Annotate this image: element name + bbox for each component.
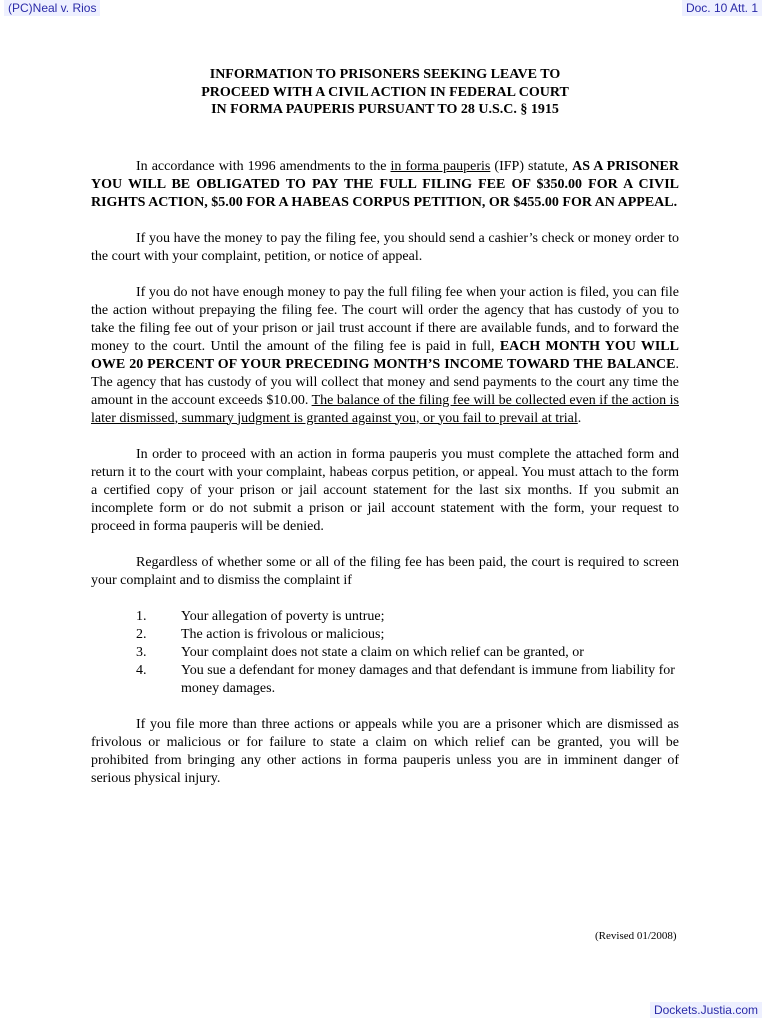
title-line-2: PROCEED WITH A CIVIL ACTION IN FEDERAL COURT xyxy=(201,84,569,100)
dockets-justia-link[interactable]: Dockets.Justia.com xyxy=(650,1002,762,1018)
paragraph-installments xyxy=(91,284,679,428)
list-item xyxy=(91,608,679,626)
revision-date: (Revised 01/2008) xyxy=(595,930,677,942)
document-number-link[interactable]: Doc. 10 Att. 1 xyxy=(682,0,762,16)
list-number: 1. xyxy=(136,608,147,624)
paragraph-ifp-amendments xyxy=(91,158,679,212)
list-number: 4. xyxy=(136,662,147,678)
para3-monthly-notice: EACH MONTH YOU WILL OWE 20 PERCENT OF YOUR PRECEDING MONTH’S INCOME TOWARD THE BALANCE xyxy=(91,338,679,372)
list-number: 3. xyxy=(136,644,147,660)
paragraph-screening: Regardless of whether some or all of the filing fee has been paid, the court is required to screen your complaint and to dismiss the complaint if xyxy=(91,554,679,588)
title-line-3: IN FORMA PAUPERIS PURSUANT TO 28 U.S.C. § 1915 xyxy=(211,102,559,117)
paragraph-three-strikes: If you file more than three actions or appeals while you are a prisoner which are dismissed as frivolous or malicious or for failure to state a claim on which relief can be granted, you will be prohibited from bringing any other actions in forma pauperis unless you are in imminent danger of serious physical injury. xyxy=(91,716,679,786)
title-line-1: INFORMATION TO PRISONERS SEEKING LEAVE TO xyxy=(209,67,561,82)
case-name-link[interactable]: (PC)Neal v. Rios xyxy=(4,0,100,16)
list-item xyxy=(91,662,679,698)
para3-text-e: . xyxy=(577,410,582,426)
document-body xyxy=(91,66,679,788)
para3-text-a: If you do not have enough money to pay the full filing fee when your action is filed, you can file the action without prepaying the filing fee. The court will order the agency that has custody of you to take the filing fee out of your prison or jail trust account if there are available funds, and to forward the money to the court. Until the amount of the filing fee is paid in full, xyxy=(91,284,679,354)
para3-balance-notice: The balance of the filing fee will be collected even if the action is later dismissed, summary judgment is granted against you, or you fail to prevail at trial xyxy=(91,392,679,426)
list-item xyxy=(91,644,679,662)
document-title xyxy=(91,66,679,119)
list-text: Your allegation of poverty is untrue; xyxy=(181,608,385,624)
para3-text-c: . The agency that has custody of you will collect that money and send payments to the court any time the amount in the account exceeds $10.00. xyxy=(91,356,679,408)
list-text: Your complaint does not state a claim on which relief can be granted, or xyxy=(181,644,584,660)
para1-text-c: (IFP) statute, xyxy=(490,158,573,174)
para1-text-a: In accordance with 1996 amendments to the xyxy=(136,158,391,174)
paragraph-pay-fee: If you have the money to pay the filing fee, you should send a cashier’s check or money order to the court with your complaint, petition, or notice of appeal. xyxy=(91,230,679,264)
para1-ifp-term: in forma pauperis xyxy=(390,158,491,174)
list-item xyxy=(91,626,679,644)
dismissal-reasons-list xyxy=(91,608,679,698)
list-number: 2. xyxy=(136,626,147,642)
para1-fee-notice: AS A PRISONER YOU WILL BE OBLIGATED TO PAY THE FULL FILING FEE OF $350.00 FOR A CIVIL RIGHTS ACTION, $5.00 FOR A HABEAS CORPUS PETITION, OR $455.00 FOR AN APPEAL. xyxy=(91,158,679,210)
list-text: The action is frivolous or malicious; xyxy=(181,626,385,642)
paragraph-form-requirements: In order to proceed with an action in forma pauperis you must complete the attached form and return it to the court with your complaint, habeas corpus petition, or appeal. You must attach to the form a certified copy of your prison or jail account statement for the last six months. If you submit an incomplete form or do not submit a prison or jail account statement with the form, your request to proceed in forma pauperis will be denied. xyxy=(91,446,679,534)
list-text: You sue a defendant for money damages and that defendant is immune from liability for money damages. xyxy=(181,662,675,696)
